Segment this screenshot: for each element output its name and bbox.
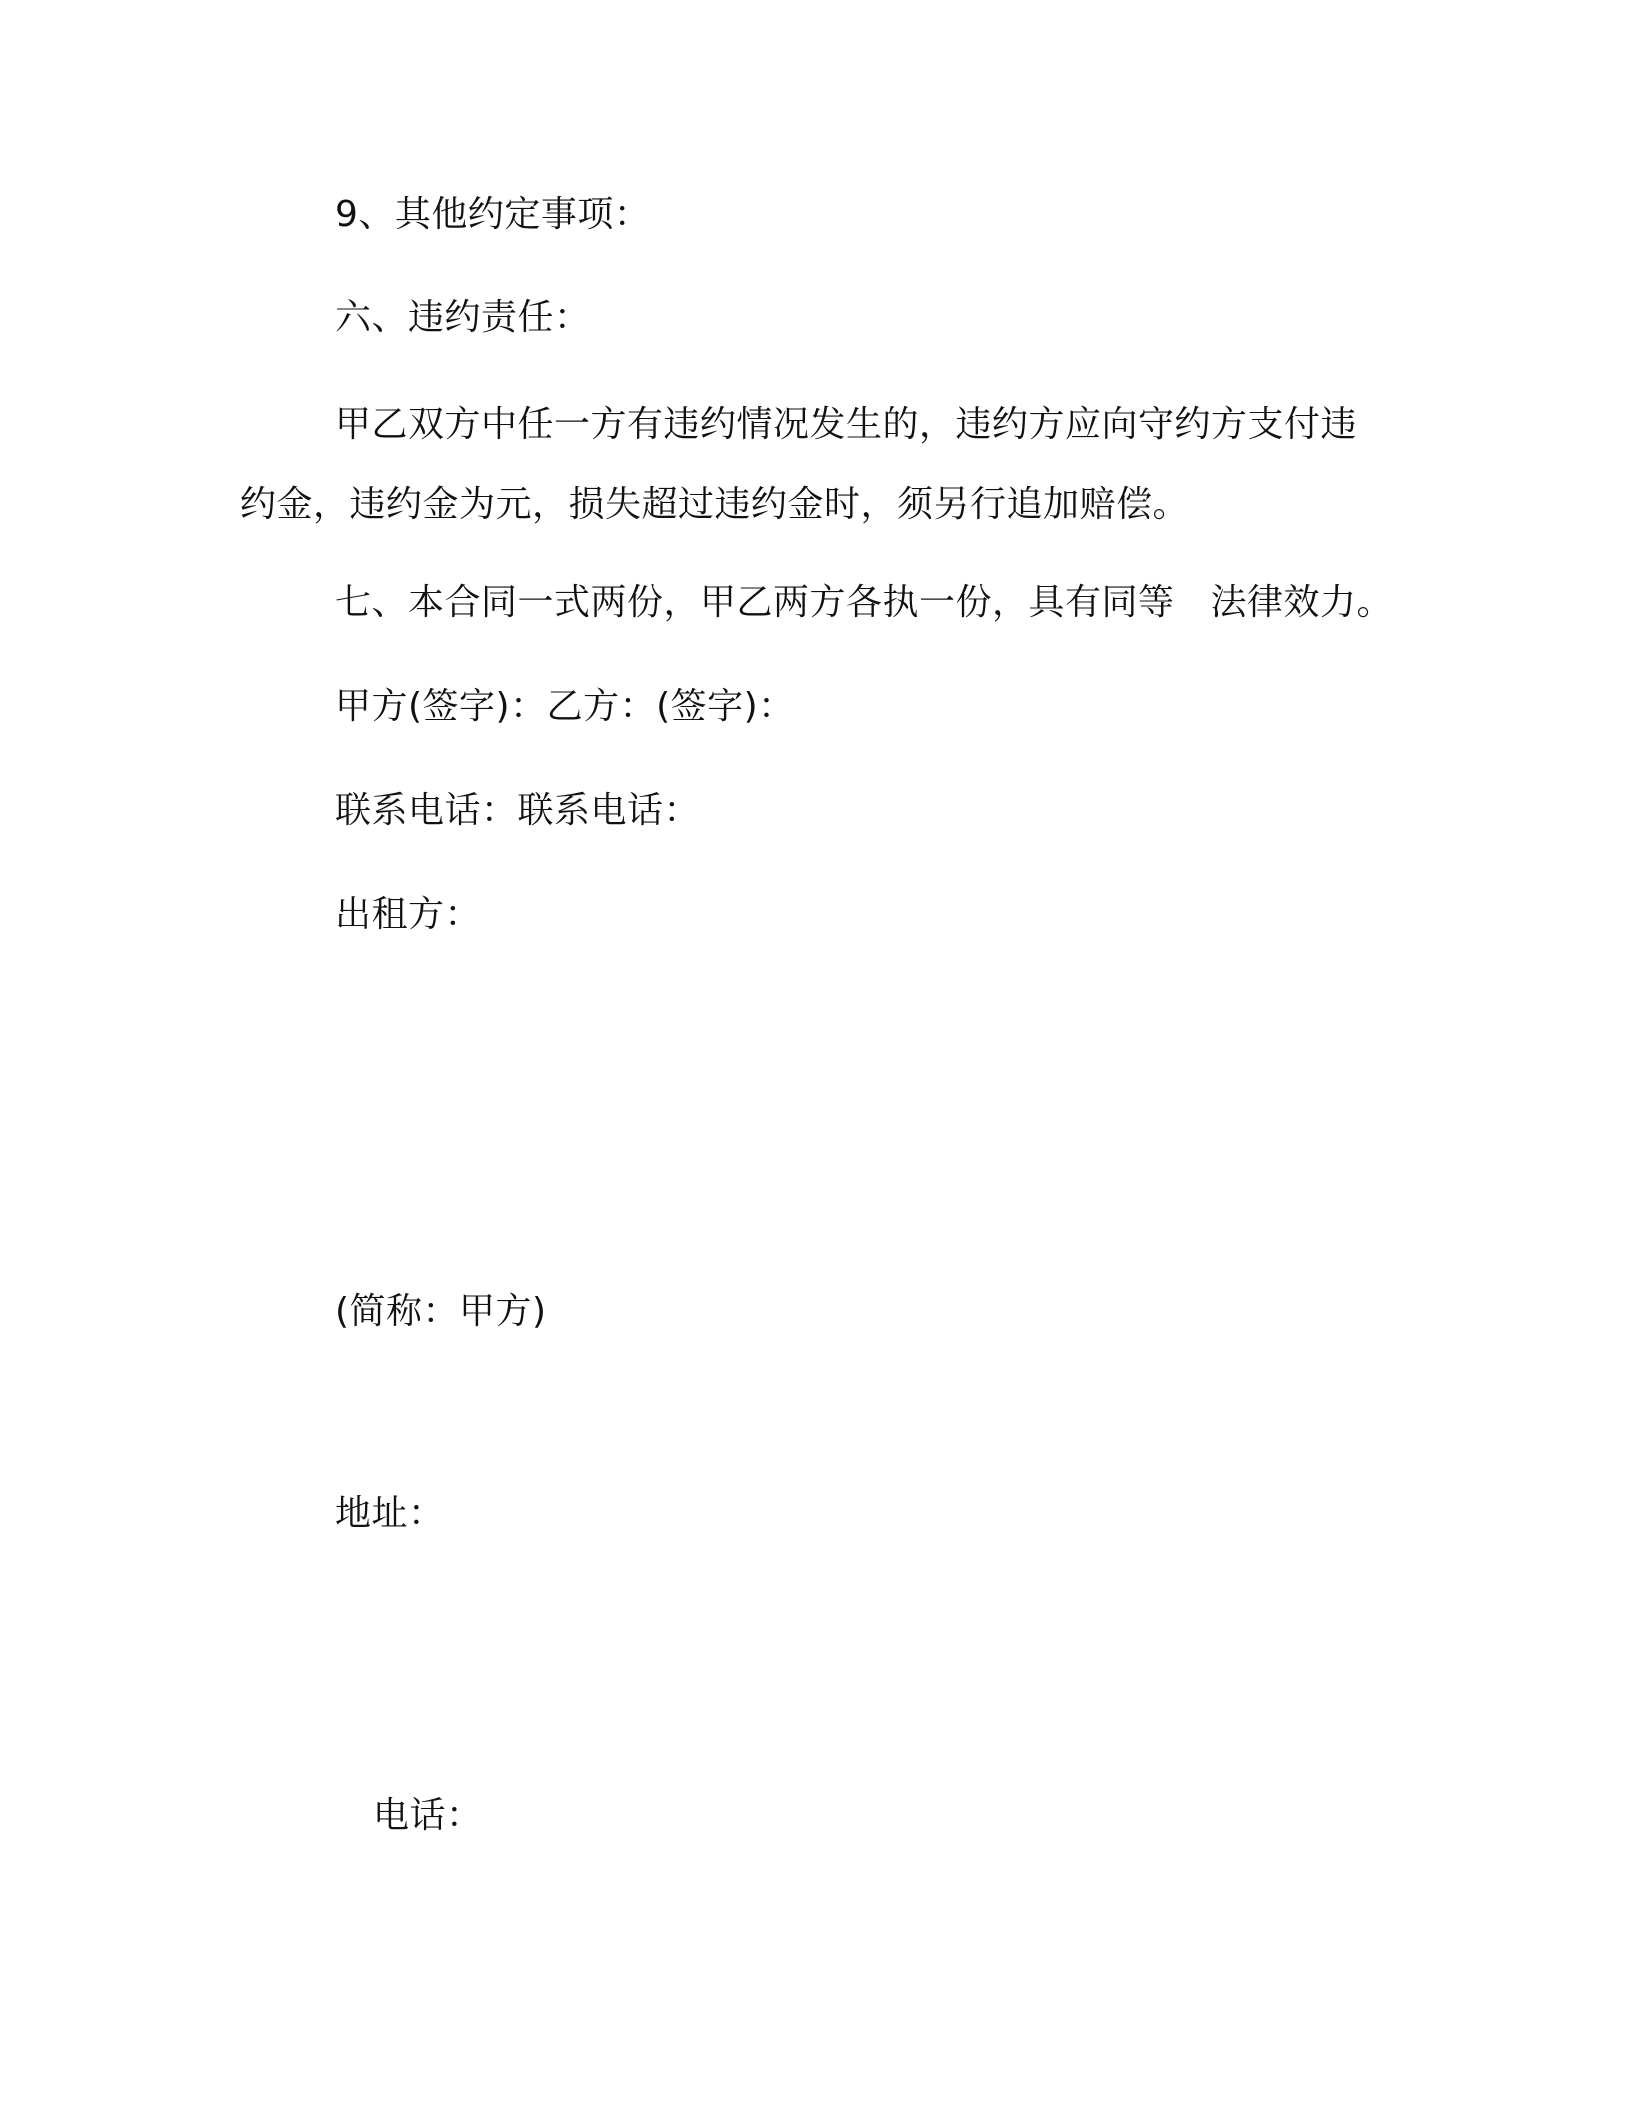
contact-phone-line: 联系电话：联系电话：	[335, 790, 701, 831]
section-7-part1: 七、本合同一式两份，甲乙两方各执一份，具有同等	[335, 582, 1175, 623]
section-6-body: 甲乙双方中任一方有违约情况发生的，违约方应向守约方支付违约金，违约金为元，损失超过违约金时，须另行追加赔偿。	[240, 404, 1358, 525]
short-name-label: (简称：甲方)	[335, 1291, 547, 1332]
section-6-title: 六、违约责任：	[335, 297, 591, 338]
section-7-clause	[335, 581, 1393, 625]
signature-line: 甲方(签字)：乙方：(签字)：	[335, 686, 795, 727]
item-9-other-terms: 9、其他约定事项：	[335, 194, 651, 235]
phone-label: 电话：	[373, 1795, 483, 1836]
section-7-part2: 法律效力。	[1210, 582, 1394, 623]
lessor-label: 出租方：	[335, 894, 482, 935]
address-label: 地址：	[335, 1493, 445, 1534]
